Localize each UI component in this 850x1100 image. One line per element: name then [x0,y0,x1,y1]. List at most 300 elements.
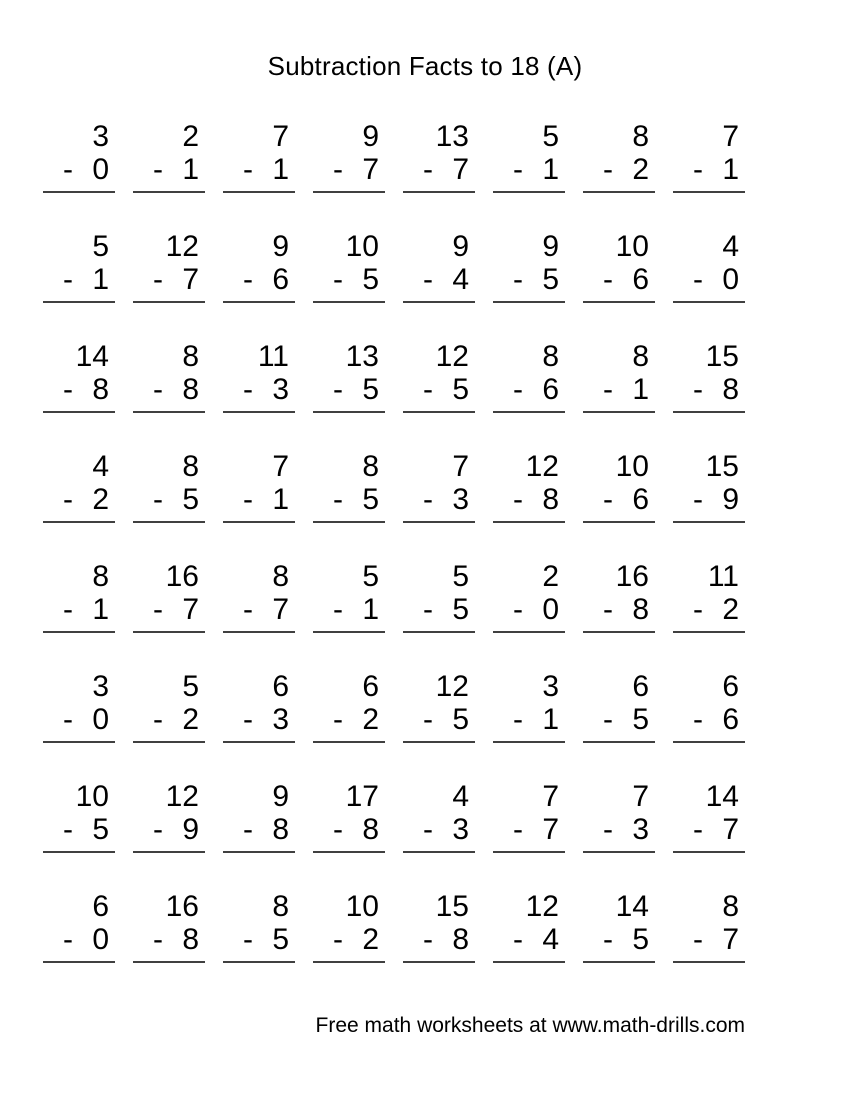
subtrahend-line [133,923,205,956]
answer-line [673,741,745,743]
subtrahend: 8 [542,483,559,516]
subtraction-problem [493,230,565,303]
subtrahend-line [223,483,295,516]
minus-sign: - [63,263,73,296]
subtrahend: 9 [182,813,199,846]
subtrahend-line [583,373,655,406]
subtrahend-line [223,593,295,626]
subtrahend-line [133,483,205,516]
subtrahend-line [313,593,385,626]
answer-line [403,851,475,853]
minus-sign: - [63,813,73,846]
subtraction-problem [133,780,205,853]
subtrahend: 3 [452,483,469,516]
minus-sign: - [603,923,613,956]
subtrahend-line [493,923,565,956]
minus-sign: - [333,813,343,846]
subtrahend-line [43,703,115,736]
minus-sign: - [63,923,73,956]
answer-line [223,631,295,633]
answer-line [223,961,295,963]
minuend: 7 [272,120,289,153]
subtrahend-line [583,483,655,516]
subtrahend: 0 [92,153,109,186]
minuend: 6 [272,670,289,703]
subtrahend-line [673,373,745,406]
subtraction-problem [313,450,385,523]
minuend: 3 [92,670,109,703]
subtraction-problem [313,670,385,743]
subtrahend-line [133,703,205,736]
minuend: 6 [362,670,379,703]
minuend: 4 [452,780,469,813]
subtraction-problem [43,670,115,743]
minus-sign: - [513,263,523,296]
minuend: 11 [707,560,739,593]
minuend: 7 [452,450,469,483]
answer-line [493,741,565,743]
minuend: 15 [705,340,739,373]
minuend: 9 [272,780,289,813]
minuend: 5 [452,560,469,593]
subtrahend-line [403,483,475,516]
subtraction-problem [313,340,385,413]
answer-line [673,961,745,963]
minus-sign: - [693,813,703,846]
subtrahend: 5 [362,263,379,296]
answer-line [43,521,115,523]
minus-sign: - [693,923,703,956]
minus-sign: - [513,923,523,956]
minuend: 12 [525,890,559,923]
footer-credit: Free math worksheets at www.math-drills.com [315,1014,745,1037]
subtraction-problem [223,670,295,743]
subtraction-problem [223,450,295,523]
subtrahend-line [223,923,295,956]
subtraction-problem [133,230,205,303]
subtrahend-line [43,923,115,956]
minus-sign: - [333,593,343,626]
subtrahend-line [403,703,475,736]
minuend: 3 [542,670,559,703]
subtraction-problem [673,120,745,193]
subtrahend-line [673,813,745,846]
subtrahend-line [493,813,565,846]
subtraction-problem [403,340,475,413]
subtrahend-line [133,373,205,406]
minus-sign: - [423,593,433,626]
minus-sign: - [333,373,343,406]
answer-line [313,851,385,853]
subtraction-problem [583,120,655,193]
answer-line [133,961,205,963]
answer-line [313,521,385,523]
minuend: 9 [362,120,379,153]
answer-line [133,411,205,413]
minuend: 10 [615,450,649,483]
answer-line [313,301,385,303]
answer-line [493,521,565,523]
answer-line [403,411,475,413]
subtrahend: 7 [272,593,289,626]
minus-sign: - [423,373,433,406]
subtrahend: 7 [362,153,379,186]
subtrahend-line [43,483,115,516]
subtraction-problem [403,670,475,743]
subtrahend-line [583,923,655,956]
answer-line [403,631,475,633]
subtrahend-line [403,373,475,406]
answer-line [493,961,565,963]
minus-sign: - [243,373,253,406]
minus-sign: - [63,593,73,626]
subtrahend: 6 [632,483,649,516]
subtrahend: 8 [632,593,649,626]
subtraction-problem [493,120,565,193]
subtrahend: 4 [542,923,559,956]
minuend: 7 [632,780,649,813]
subtrahend: 8 [92,373,109,406]
minuend: 9 [542,230,559,263]
subtrahend: 3 [272,373,289,406]
answer-line [223,521,295,523]
minus-sign: - [693,153,703,186]
subtrahend: 5 [362,483,379,516]
answer-line [43,631,115,633]
answer-line [583,301,655,303]
subtrahend-line [43,593,115,626]
answer-line [673,521,745,523]
minus-sign: - [693,703,703,736]
subtrahend-line [673,263,745,296]
minuend: 8 [92,560,109,593]
minuend: 16 [615,560,649,593]
problems-grid [43,120,745,963]
minus-sign: - [153,593,163,626]
subtrahend-line [43,813,115,846]
subtrahend: 1 [632,373,649,406]
minus-sign: - [423,703,433,736]
subtrahend: 5 [452,373,469,406]
subtraction-problem [223,340,295,413]
subtrahend-line [583,703,655,736]
subtrahend-line [403,593,475,626]
subtrahend-line [223,153,295,186]
answer-line [133,521,205,523]
minus-sign: - [333,153,343,186]
minuend: 15 [435,890,469,923]
subtraction-problem [403,780,475,853]
subtrahend: 5 [272,923,289,956]
subtraction-problem [583,340,655,413]
subtraction-problem [43,780,115,853]
subtraction-problem [493,340,565,413]
minus-sign: - [153,813,163,846]
minuend: 12 [435,340,469,373]
subtraction-problem [403,560,475,633]
minus-sign: - [423,153,433,186]
answer-line [403,301,475,303]
subtrahend: 2 [182,703,199,736]
subtraction-problem [493,450,565,523]
answer-line [43,851,115,853]
answer-line [133,191,205,193]
subtrahend-line [673,703,745,736]
answer-line [223,851,295,853]
minuend: 5 [92,230,109,263]
minus-sign: - [243,703,253,736]
minuend: 13 [345,340,379,373]
subtrahend: 1 [272,153,289,186]
subtraction-problem [313,890,385,963]
minuend: 8 [272,560,289,593]
answer-line [673,301,745,303]
subtrahend-line [313,923,385,956]
subtraction-problem [223,120,295,193]
subtrahend: 7 [542,813,559,846]
minus-sign: - [603,263,613,296]
subtrahend-line [673,593,745,626]
subtraction-problem [403,230,475,303]
answer-line [673,851,745,853]
minuend: 2 [542,560,559,593]
minus-sign: - [243,923,253,956]
minus-sign: - [423,263,433,296]
subtraction-problem [673,560,745,633]
subtraction-problem [583,230,655,303]
subtraction-problem [673,670,745,743]
subtrahend: 8 [182,373,199,406]
subtrahend-line [133,813,205,846]
subtrahend-line [493,483,565,516]
minuend: 6 [92,890,109,923]
subtraction-problem [133,560,205,633]
subtraction-problem [43,450,115,523]
subtrahend: 7 [182,593,199,626]
subtrahend-line [493,703,565,736]
subtrahend: 5 [542,263,559,296]
subtrahend-line [403,923,475,956]
subtrahend: 6 [632,263,649,296]
subtrahend: 5 [182,483,199,516]
subtrahend: 5 [632,703,649,736]
answer-line [43,411,115,413]
minuend: 17 [345,780,379,813]
subtrahend-line [313,153,385,186]
minuend: 7 [542,780,559,813]
subtrahend: 8 [182,923,199,956]
subtrahend: 2 [92,483,109,516]
answer-line [673,631,745,633]
subtraction-problem [313,560,385,633]
minus-sign: - [333,483,343,516]
minus-sign: - [603,373,613,406]
subtraction-problem [133,890,205,963]
subtraction-problem [223,890,295,963]
minus-sign: - [63,483,73,516]
subtraction-problem [313,230,385,303]
minus-sign: - [693,373,703,406]
minus-sign: - [513,703,523,736]
subtrahend: 2 [362,923,379,956]
subtrahend: 3 [632,813,649,846]
subtrahend-line [223,373,295,406]
subtrahend-line [43,153,115,186]
minus-sign: - [63,703,73,736]
answer-line [313,631,385,633]
answer-line [403,741,475,743]
minuend: 2 [182,120,199,153]
subtrahend-line [673,153,745,186]
minuend: 8 [632,340,649,373]
minuend: 8 [182,340,199,373]
minuend: 5 [542,120,559,153]
worksheet-title: Subtraction Facts to 18 (A) [267,51,583,81]
subtraction-problem [403,890,475,963]
subtraction-problem [583,450,655,523]
subtrahend: 1 [92,263,109,296]
subtraction-problem [133,450,205,523]
subtraction-problem [133,340,205,413]
subtrahend: 8 [722,373,739,406]
subtraction-problem [313,120,385,193]
minus-sign: - [63,153,73,186]
minus-sign: - [513,813,523,846]
subtraction-problem [493,890,565,963]
minuend: 5 [362,560,379,593]
subtrahend: 5 [452,593,469,626]
minuend: 14 [615,890,649,923]
minus-sign: - [153,263,163,296]
subtrahend: 1 [722,153,739,186]
answer-line [673,411,745,413]
subtrahend: 6 [272,263,289,296]
subtrahend-line [403,153,475,186]
minuend: 16 [165,890,199,923]
minus-sign: - [423,923,433,956]
minuend: 10 [345,230,379,263]
subtrahend: 1 [542,153,559,186]
answer-line [223,301,295,303]
answer-line [493,411,565,413]
minuend: 15 [705,450,739,483]
minus-sign: - [153,483,163,516]
answer-line [133,851,205,853]
minus-sign: - [693,263,703,296]
answer-line [583,521,655,523]
minus-sign: - [243,263,253,296]
subtrahend-line [313,703,385,736]
minuend: 9 [272,230,289,263]
subtrahend-line [133,153,205,186]
answer-line [493,301,565,303]
answer-line [313,411,385,413]
minus-sign: - [153,153,163,186]
subtrahend: 8 [362,813,379,846]
subtrahend: 0 [92,703,109,736]
subtrahend: 8 [452,923,469,956]
answer-line [313,191,385,193]
subtraction-problem [673,340,745,413]
subtrahend-line [313,483,385,516]
minus-sign: - [513,373,523,406]
subtraction-problem [673,230,745,303]
minuend: 16 [165,560,199,593]
minus-sign: - [603,813,613,846]
subtrahend: 7 [722,923,739,956]
subtraction-problem [403,450,475,523]
answer-line [133,631,205,633]
minuend: 12 [525,450,559,483]
subtrahend-line [313,373,385,406]
subtrahend: 5 [92,813,109,846]
minuend: 9 [452,230,469,263]
subtrahend-line [223,813,295,846]
minuend: 10 [615,230,649,263]
answer-line [583,191,655,193]
answer-line [493,191,565,193]
minuend: 12 [435,670,469,703]
subtrahend: 7 [182,263,199,296]
subtrahend-line [313,263,385,296]
minus-sign: - [63,373,73,406]
subtraction-problem [673,450,745,523]
subtraction-problem [133,670,205,743]
answer-line [583,631,655,633]
minus-sign: - [603,153,613,186]
minus-sign: - [333,263,343,296]
subtrahend: 8 [272,813,289,846]
subtraction-problem [223,560,295,633]
subtrahend: 1 [182,153,199,186]
answer-line [223,741,295,743]
minus-sign: - [243,483,253,516]
minus-sign: - [423,483,433,516]
subtrahend-line [43,263,115,296]
subtraction-problem [493,670,565,743]
subtrahend: 2 [632,153,649,186]
subtraction-problem [43,120,115,193]
subtrahend-line [223,263,295,296]
minus-sign: - [423,813,433,846]
minus-sign: - [153,373,163,406]
minuend: 11 [257,340,289,373]
answer-line [403,191,475,193]
subtraction-problem [43,230,115,303]
answer-line [43,741,115,743]
minus-sign: - [153,923,163,956]
answer-line [43,301,115,303]
answer-line [313,961,385,963]
subtrahend: 5 [452,703,469,736]
minus-sign: - [513,483,523,516]
subtraction-problem [583,560,655,633]
minuend: 10 [345,890,379,923]
subtrahend: 1 [362,593,379,626]
subtrahend-line [133,263,205,296]
subtraction-problem [43,340,115,413]
subtrahend: 0 [92,923,109,956]
answer-line [583,851,655,853]
subtrahend-line [403,263,475,296]
subtrahend: 5 [362,373,379,406]
subtrahend-line [583,263,655,296]
answer-line [583,961,655,963]
minus-sign: - [603,483,613,516]
answer-line [43,961,115,963]
subtrahend-line [403,813,475,846]
minuend: 8 [182,450,199,483]
